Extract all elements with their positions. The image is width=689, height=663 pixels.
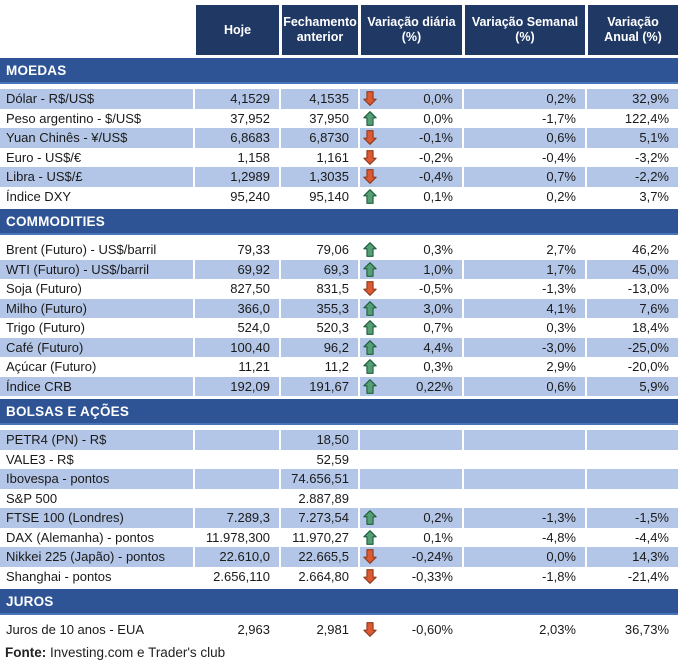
cell-variacao-semanal: 0,7% xyxy=(462,167,585,187)
cell-hoje xyxy=(193,489,279,509)
cell-variacao-semanal: 0,2% xyxy=(462,187,585,207)
cell-fechamento-anterior: 18,50 xyxy=(279,430,358,450)
cell-variacao-diaria xyxy=(358,508,462,528)
cell-hoje xyxy=(193,430,279,450)
cell-variacao-anual: 7,6% xyxy=(585,299,678,319)
cell-variacao-anual: -1,5% xyxy=(585,508,678,528)
cell-hoje: 11,21 xyxy=(193,357,279,377)
cell-variacao-diaria xyxy=(358,547,462,567)
cell-variacao-semanal: 0,6% xyxy=(462,128,585,148)
cell-fechamento-anterior: 95,140 xyxy=(279,187,358,207)
variacao-diaria-value: -0,24% xyxy=(411,549,453,565)
table-row-ftse-100-londres xyxy=(0,508,678,528)
cell-hoje: 1,2989 xyxy=(193,167,279,187)
variacao-diaria-value: -0,1% xyxy=(419,130,453,146)
cell-variacao-anual: -2,2% xyxy=(585,167,678,187)
cell-fechamento-anterior: 6,8730 xyxy=(279,128,358,148)
cell-hoje: 1,158 xyxy=(193,148,279,168)
row-label: PETR4 (PN) - R$ xyxy=(0,430,193,450)
cell-variacao-anual: 5,9% xyxy=(585,377,678,397)
cell-variacao-semanal: -1,8% xyxy=(462,567,585,587)
cell-fechamento-anterior: 4,1535 xyxy=(279,89,358,109)
cell-variacao-diaria xyxy=(358,567,462,587)
cell-variacao-semanal xyxy=(462,430,585,450)
cell-variacao-diaria xyxy=(358,620,462,640)
cell-fechamento-anterior: 74.656,51 xyxy=(279,469,358,489)
cell-variacao-diaria xyxy=(358,167,462,187)
cell-hoje: 6,8683 xyxy=(193,128,279,148)
cell-variacao-semanal xyxy=(462,469,585,489)
arrow-up-icon xyxy=(363,262,380,277)
cell-variacao-diaria xyxy=(358,187,462,207)
cell-variacao-diaria xyxy=(358,377,462,397)
table-row-wti-futuro-us-barril xyxy=(0,260,678,280)
row-label: Libra - US$/£ xyxy=(0,167,193,187)
cell-variacao-diaria xyxy=(358,450,462,470)
arrow-up-icon xyxy=(363,320,380,335)
arrow-down-icon xyxy=(363,130,380,145)
arrow-up-icon xyxy=(363,189,380,204)
variacao-diaria-value: 3,0% xyxy=(423,300,453,316)
table-row-trigo-futuro xyxy=(0,318,678,338)
table-row-petr4-pn-r xyxy=(0,430,678,450)
cell-variacao-anual xyxy=(585,430,678,450)
arrow-up-icon xyxy=(363,340,380,355)
cell-hoje: 524,0 xyxy=(193,318,279,338)
cell-variacao-anual xyxy=(585,489,678,509)
cell-fechamento-anterior: 191,67 xyxy=(279,377,358,397)
cell-variacao-diaria xyxy=(358,430,462,450)
cell-variacao-diaria xyxy=(358,338,462,358)
table-row-s-p-500 xyxy=(0,489,678,509)
cell-variacao-anual: 46,2% xyxy=(585,240,678,260)
cell-hoje: 2.656,110 xyxy=(193,567,279,587)
arrow-up-icon xyxy=(363,379,380,394)
table-row-acucar-futuro xyxy=(0,357,678,377)
cell-fechamento-anterior: 79,06 xyxy=(279,240,358,260)
row-label: Yuan Chinês - ¥/US$ xyxy=(0,128,193,148)
cell-variacao-anual xyxy=(585,469,678,489)
cell-variacao-semanal: 0,3% xyxy=(462,318,585,338)
row-label: Juros de 10 anos - EUA xyxy=(6,622,145,638)
variacao-diaria-value: 4,4% xyxy=(423,339,453,355)
cell-variacao-semanal: 0,2% xyxy=(462,89,585,109)
table-body xyxy=(0,58,678,640)
cell-variacao-anual: 32,9% xyxy=(585,89,678,109)
row-label: Nikkei 225 (Japão) - pontos xyxy=(0,547,193,567)
table-row-indice-crb xyxy=(0,377,678,397)
cell-hoje: 22.610,0 xyxy=(193,547,279,567)
cell-variacao-diaria xyxy=(358,299,462,319)
cell-variacao-diaria xyxy=(358,469,462,489)
cell-variacao-diaria xyxy=(358,260,462,280)
variacao-diaria-value: 0,1% xyxy=(423,529,453,545)
cell-fechamento-anterior: 2.887,89 xyxy=(279,489,358,509)
cell-fechamento-anterior: 11,2 xyxy=(279,357,358,377)
arrow-down-icon xyxy=(363,549,380,564)
cell-variacao-diaria xyxy=(358,528,462,548)
arrow-down-icon xyxy=(363,622,380,637)
section-band-moedas: MOEDAS xyxy=(0,58,678,84)
section-band-commodities: COMMODITIES xyxy=(0,209,678,235)
arrow-up-icon xyxy=(363,242,380,257)
table-row-peso-argentino-us xyxy=(0,109,678,129)
row-label: WTI (Futuro) - US$/barril xyxy=(0,260,193,280)
table-row-indice-dxy xyxy=(0,187,678,207)
variacao-diaria-value: -0,60% xyxy=(411,622,453,638)
cell-variacao-diaria xyxy=(358,489,462,509)
column-header-variacao-semanal: Variação Semanal (%) xyxy=(462,5,585,55)
cell-fechamento-anterior: 2,981 xyxy=(279,620,358,640)
cell-variacao-anual: 36,73% xyxy=(585,620,678,640)
table-row-brent-futuro-us-barril xyxy=(0,240,678,260)
column-header-variacao-diaria: Variação diária (%) xyxy=(358,5,462,55)
cell-variacao-semanal: 0,6% xyxy=(462,377,585,397)
cell-variacao-semanal: -0,4% xyxy=(462,148,585,168)
cell-fechamento-anterior: 69,3 xyxy=(279,260,358,280)
arrow-up-icon xyxy=(363,359,380,374)
cell-variacao-semanal: 4,1% xyxy=(462,299,585,319)
cell-variacao-semanal xyxy=(462,489,585,509)
row-label: FTSE 100 (Londres) xyxy=(0,508,193,528)
cell-fechamento-anterior: 520,3 xyxy=(279,318,358,338)
row-label: Índice DXY xyxy=(6,188,72,204)
cell-variacao-semanal: 2,9% xyxy=(462,357,585,377)
cell-variacao-anual: 45,0% xyxy=(585,260,678,280)
cell-hoje: 95,240 xyxy=(193,187,279,207)
cell-variacao-semanal: -4,8% xyxy=(462,528,585,548)
column-header-variacao-anual: Variação Anual (%) xyxy=(585,5,678,55)
row-label: Shanghai - pontos xyxy=(6,568,112,584)
cell-hoje: 37,952 xyxy=(193,109,279,129)
row-label: Euro - US$/€ xyxy=(6,149,82,165)
table-row-cafe-futuro xyxy=(0,338,678,358)
cell-hoje xyxy=(193,450,279,470)
variacao-diaria-value: 0,22% xyxy=(416,378,453,394)
row-label: Ibovespa - pontos xyxy=(0,469,193,489)
row-label: Soja (Futuro) xyxy=(6,281,82,297)
section-band-bolsas-e-acoes: BOLSAS E AÇÕES xyxy=(0,399,678,425)
variacao-diaria-value: -0,4% xyxy=(419,169,453,185)
cell-variacao-semanal: 1,7% xyxy=(462,260,585,280)
cell-variacao-diaria xyxy=(358,357,462,377)
cell-fechamento-anterior: 22.665,5 xyxy=(279,547,358,567)
cell-hoje: 11.978,300 xyxy=(193,528,279,548)
table-row-ibovespa-pontos xyxy=(0,469,678,489)
row-label: Índice CRB xyxy=(0,377,193,397)
header-spacer xyxy=(0,5,193,55)
cell-variacao-semanal xyxy=(462,450,585,470)
cell-hoje: 2,963 xyxy=(193,620,279,640)
arrow-down-icon xyxy=(363,91,380,106)
arrow-up-icon xyxy=(363,301,380,316)
cell-variacao-anual: 122,4% xyxy=(585,109,678,129)
cell-fechamento-anterior: 11.970,27 xyxy=(279,528,358,548)
table-row-soja-futuro xyxy=(0,279,678,299)
source-text: Investing.com e Trader's club xyxy=(50,644,226,660)
cell-variacao-semanal: -1,3% xyxy=(462,279,585,299)
cell-variacao-semanal: -1,7% xyxy=(462,109,585,129)
row-label: S&P 500 xyxy=(6,490,58,506)
row-label: Brent (Futuro) - US$/barril xyxy=(6,242,157,258)
cell-variacao-anual: 14,3% xyxy=(585,547,678,567)
cell-variacao-anual: -20,0% xyxy=(585,357,678,377)
cell-variacao-diaria xyxy=(358,148,462,168)
variacao-diaria-value: 0,0% xyxy=(423,91,453,107)
cell-variacao-anual: -3,2% xyxy=(585,148,678,168)
cell-variacao-anual: 3,7% xyxy=(585,187,678,207)
cell-variacao-diaria xyxy=(358,89,462,109)
cell-fechamento-anterior: 37,950 xyxy=(279,109,358,129)
arrow-up-icon xyxy=(363,111,380,126)
table-header-row xyxy=(0,5,678,55)
cell-fechamento-anterior: 2.664,80 xyxy=(279,567,358,587)
table-row-vale3-r xyxy=(0,450,678,470)
variacao-diaria-value: -0,5% xyxy=(419,281,453,297)
cell-hoje: 69,92 xyxy=(193,260,279,280)
cell-hoje: 366,0 xyxy=(193,299,279,319)
cell-variacao-diaria xyxy=(358,128,462,148)
table-row-dolar-r-us xyxy=(0,89,678,109)
arrow-down-icon xyxy=(363,569,380,584)
cell-fechamento-anterior: 1,3035 xyxy=(279,167,358,187)
arrow-up-icon xyxy=(363,510,380,525)
row-label: Milho (Futuro) xyxy=(0,299,193,319)
variacao-diaria-value: -0,33% xyxy=(411,568,453,584)
table-row-yuan-chines-us xyxy=(0,128,678,148)
cell-variacao-semanal: -3,0% xyxy=(462,338,585,358)
cell-variacao-diaria xyxy=(358,240,462,260)
cell-hoje: 4,1529 xyxy=(193,89,279,109)
row-label: Café (Futuro) xyxy=(0,338,193,358)
variacao-diaria-value: 1,0% xyxy=(423,261,453,277)
cell-variacao-anual: -13,0% xyxy=(585,279,678,299)
table-row-milho-futuro xyxy=(0,299,678,319)
cell-variacao-diaria xyxy=(358,109,462,129)
source-note xyxy=(0,645,678,660)
cell-hoje: 7.289,3 xyxy=(193,508,279,528)
row-label: Açúcar (Futuro) xyxy=(6,359,97,375)
cell-fechamento-anterior: 831,5 xyxy=(279,279,358,299)
variacao-diaria-value: 0,0% xyxy=(423,110,453,126)
arrow-down-icon xyxy=(363,150,380,165)
cell-fechamento-anterior: 355,3 xyxy=(279,299,358,319)
cell-variacao-diaria xyxy=(358,318,462,338)
row-label: DAX (Alemanha) - pontos xyxy=(6,529,155,545)
variacao-diaria-value: 0,1% xyxy=(423,188,453,204)
variacao-diaria-value: 0,3% xyxy=(423,242,453,258)
variacao-diaria-value: 0,7% xyxy=(423,320,453,336)
row-label: Dólar - R$/US$ xyxy=(0,89,193,109)
cell-variacao-semanal: 0,0% xyxy=(462,547,585,567)
arrow-down-icon xyxy=(363,169,380,184)
cell-fechamento-anterior: 1,161 xyxy=(279,148,358,168)
column-header-hoje: Hoje xyxy=(193,5,279,55)
source-label: Fonte: xyxy=(5,644,47,660)
cell-fechamento-anterior: 7.273,54 xyxy=(279,508,358,528)
column-header-fechamento: Fechamento anterior xyxy=(279,5,358,55)
cell-variacao-semanal: -1,3% xyxy=(462,508,585,528)
variacao-diaria-value: 0,3% xyxy=(423,359,453,375)
cell-fechamento-anterior: 52,59 xyxy=(279,450,358,470)
cell-variacao-anual: -4,4% xyxy=(585,528,678,548)
cell-variacao-anual xyxy=(585,450,678,470)
row-label: Trigo (Futuro) xyxy=(6,320,85,336)
cell-hoje: 192,09 xyxy=(193,377,279,397)
table-row-juros-de-10-anos-eua xyxy=(0,620,678,640)
cell-variacao-diaria xyxy=(358,279,462,299)
arrow-down-icon xyxy=(363,281,380,296)
cell-variacao-anual: -25,0% xyxy=(585,338,678,358)
cell-variacao-anual: -21,4% xyxy=(585,567,678,587)
table-row-dax-alemanha-pontos xyxy=(0,528,678,548)
cell-fechamento-anterior: 96,2 xyxy=(279,338,358,358)
cell-variacao-semanal: 2,03% xyxy=(462,620,585,640)
row-label: VALE3 - R$ xyxy=(6,451,74,467)
cell-variacao-anual: 18,4% xyxy=(585,318,678,338)
cell-hoje: 79,33 xyxy=(193,240,279,260)
table-row-nikkei-225-japao-pontos xyxy=(0,547,678,567)
variacao-diaria-value: 0,2% xyxy=(423,510,453,526)
row-label: Peso argentino - $/US$ xyxy=(6,110,142,126)
section-band-juros: JUROS xyxy=(0,589,678,615)
table-row-euro-us xyxy=(0,148,678,168)
table-row-shanghai-pontos xyxy=(0,567,678,587)
cell-variacao-semanal: 2,7% xyxy=(462,240,585,260)
table-row-libra-us xyxy=(0,167,678,187)
cell-variacao-anual: 5,1% xyxy=(585,128,678,148)
variacao-diaria-value: -0,2% xyxy=(419,149,453,165)
cell-hoje xyxy=(193,469,279,489)
cell-hoje: 100,40 xyxy=(193,338,279,358)
cell-hoje: 827,50 xyxy=(193,279,279,299)
arrow-up-icon xyxy=(363,530,380,545)
